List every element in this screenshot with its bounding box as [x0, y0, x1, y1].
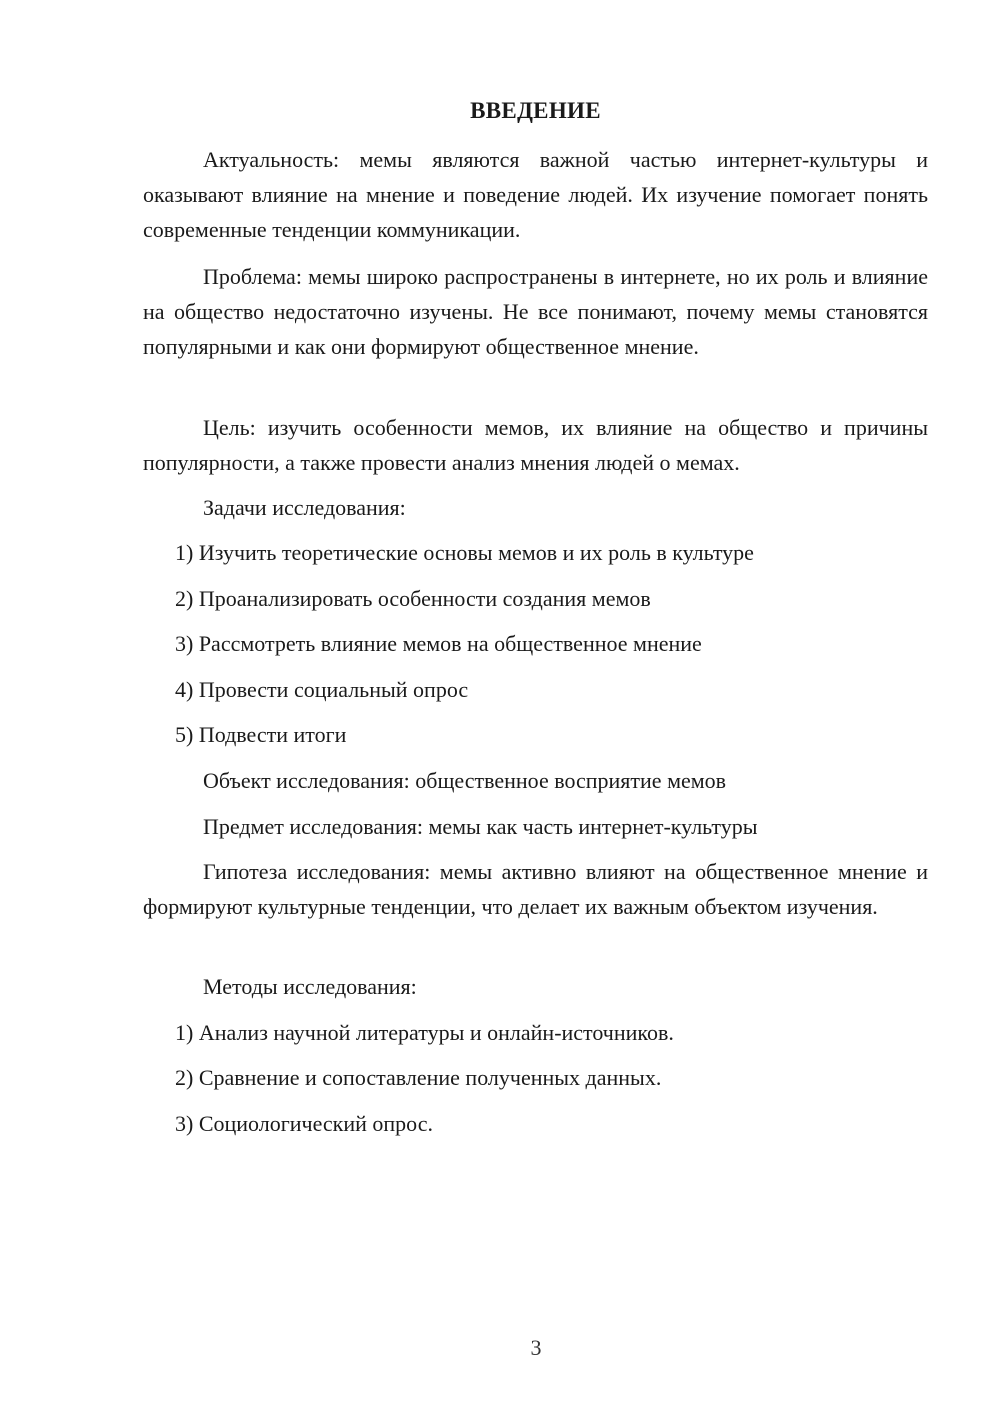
list-item: 5) Подвести итоги [175, 722, 347, 747]
methods-heading: Методы исследования: [203, 974, 417, 999]
problem-paragraph: Проблема: мемы широко распространены в интернете, но их роль и влияние на общество недостаточно изучены. Не все понимают, почему мемы становятся популярными и как они формируют общественное мнение. [143, 264, 928, 359]
relevance-paragraph: Актуальность: мемы являются важной частью интернет-культуры и оказывают влияние на мнение и поведение людей. Их изучение помогает понять современные тенденции коммуникации. [143, 147, 928, 242]
hypothesis-paragraph: Гипотеза исследования: мемы активно влияют на общественное мнение и формируют культурные тенденции, что делает их важным объектом изучения. [143, 859, 928, 919]
tasks-heading: Задачи исследования: [203, 495, 406, 520]
list-item: 2) Сравнение и сопоставление полученных данных. [175, 1065, 662, 1090]
list-item: 3) Рассмотреть влияние мемов на общественное мнение [175, 631, 702, 656]
list-item: 2) Проанализировать особенности создания мемов [175, 586, 651, 611]
subject-line: Предмет исследования: мемы как часть интернет-культуры [203, 814, 758, 839]
section-title: ВВЕДЕНИЕ [470, 98, 601, 123]
list-item: 4) Провести социальный опрос [175, 677, 469, 702]
object-line: Объект исследования: общественное восприятие мемов [203, 768, 727, 793]
goal-paragraph: Цель: изучить особенности мемов, их влияние на общество и причины популярности, а также провести анализ мнения людей о мемах. [143, 415, 928, 475]
list-item: 3) Социологический опрос. [175, 1111, 433, 1136]
list-item: 1) Изучить теоретические основы мемов и их роль в культуре [175, 540, 754, 565]
page-number: 3 [530, 1335, 542, 1360]
list-item: 1) Анализ научной литературы и онлайн-источников. [175, 1020, 674, 1045]
